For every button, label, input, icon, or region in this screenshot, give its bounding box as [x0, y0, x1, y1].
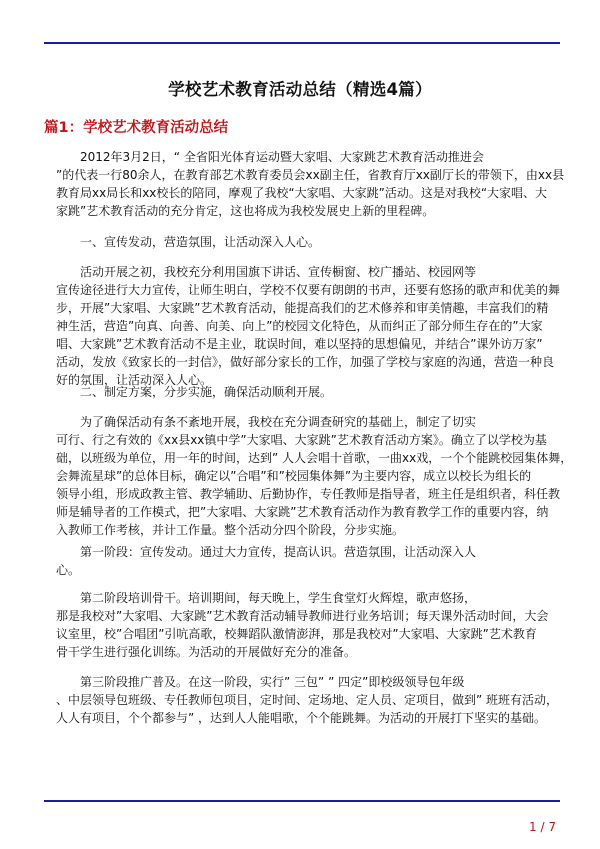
text-line: 神生活，营造”向真、向善、向美、向上”的校园文化特色，从而纠正了部分师生存在的”大家	[56, 319, 543, 333]
text-line: 人人有项目，个个都参与” ，达到人人能唱歌，个个能跳舞。为活动的开展打下坚实的基础。	[56, 711, 547, 725]
text-line: 唱、大家跳”艺术教育活动不是主业，耽误时间，难以坚持的思想偏见，并结合”课外访万家”	[56, 337, 543, 351]
text-line: 入教师工作考核，并计工作量。整个活动分四个阶段，分步实施。	[56, 523, 405, 537]
page-number: 1 / 7	[529, 820, 556, 834]
paragraph-heading-2	[56, 383, 556, 401]
text-line: 步，开展”大家唱、大家跳”艺术教育活动，能提高我们的艺术修养和审美情趣，丰富我们的精	[56, 301, 549, 315]
text-line: 、中层领导包班级、专任教师包项目，定时间、定场地、定人员、定项目，做到” 班班有活动，	[56, 693, 559, 707]
header-rule	[44, 42, 560, 44]
document-title: 学校艺术教育活动总结（精选4篇）	[168, 80, 432, 99]
text-line: 活动开展之初，我校充分利用国旗下讲话、宣传橱窗、校广播站、校园网等	[56, 265, 477, 279]
text-line: 可行、行之有效的《xx县xx镇中学”大家唱、大家跳”艺术教育活动方案》。确立了以学校为基	[56, 433, 547, 447]
paragraph-stage-2	[56, 589, 556, 661]
text-line: 会舞流星球”的总体目标，确定以”合唱”和”校园集体舞”为主要内容，成立以校长为组长的	[56, 469, 532, 483]
text-line: 第二阶段培训骨干。培训期间，每天晚上，学生食堂灯火辉煌，歌声悠扬，	[56, 591, 477, 605]
footer-rule	[44, 800, 560, 802]
text-line: 心。	[56, 563, 81, 577]
text-line: 好的氛围，让活动深入人心。	[56, 373, 213, 387]
text-line: 2012年3月2日，“ 全省阳光体育运动暨大家唱、大家跳艺术教育活动推进会	[56, 150, 484, 164]
text-line: 为了确保活动有条不紊地开展，我校在充分调查研究的基础上，制定了切实	[56, 415, 477, 429]
text-line: 领导小组，形成政教主管、教学辅助、后勤协作，专任教师是指导者，班主任是组织者，科任教	[56, 487, 561, 501]
text-line: 活动，发放《致家长的一封信》，做好部分家长的工作，加强了学校与家庭的沟通，营造一种良	[56, 355, 555, 369]
text-line: 一、宣传发动，营造氛围，让活动深入人心。	[56, 235, 321, 249]
text-line: 础，以班级为单位，用一年的时间，达到” 人人会唱十首歌，一曲xx戏，一个个能跳校园集体舞，	[56, 451, 573, 465]
text-line: 第三阶段推广普及。在这一阶段，实行” 三包” ” 四定”即校级领导包年级	[56, 675, 465, 689]
paragraph-plan	[56, 413, 573, 539]
paragraph-publicity	[56, 263, 561, 389]
text-line: 二、制定方案，分步实施，确保活动顺利开展。	[56, 385, 333, 399]
text-line: 教育局xx局长和xx校长的陪同，摩观了我校“大家唱、大家跳”活动。这是对我校“大家唱、大	[56, 186, 548, 200]
paragraph-heading-1	[56, 233, 556, 251]
text-line: 第一阶段：宣传发动。通过大力宣传，提高认识。营造氛围，让活动深入人	[56, 545, 477, 559]
text-line: 骨干学生进行强化训练。为活动的开展做好充分的准备。	[56, 645, 357, 659]
text-line: ”的代表一行80余人，在教育部艺术教育委员会xx副主任，省教育厅xx副厅长的带领下，由xx县	[56, 168, 565, 182]
text-line: 家跳”艺术教育活动的充分肯定，这也将成为我校发展史上新的里程碑。	[56, 204, 435, 218]
text-line: 议室里，校”合唱团”引吭高歌，校舞蹈队激情澎湃，那是我校对”大家唱、大家跳”艺术教育	[56, 627, 537, 641]
paragraph-stage-3	[56, 673, 559, 727]
text-line: 师是辅导者的工作模式，把”大家唱、大家跳”艺术教育活动作为教育教学工作的重要内容，纳	[56, 505, 549, 519]
text-line: 那是我校对”大家唱、大家跳”艺术教育活动辅导教师进行业务培训；每天课外活动时间，大会	[56, 609, 549, 623]
paragraph-intro	[56, 148, 565, 220]
text-line: 宣传途径进行大力宣传，让师生明白，学校不仅要有朗朗的书声，还要有悠扬的歌声和优美的舞	[56, 283, 561, 297]
section-heading: 篇1：学校艺术教育活动总结	[44, 120, 229, 136]
paragraph-stage-1	[56, 543, 556, 579]
